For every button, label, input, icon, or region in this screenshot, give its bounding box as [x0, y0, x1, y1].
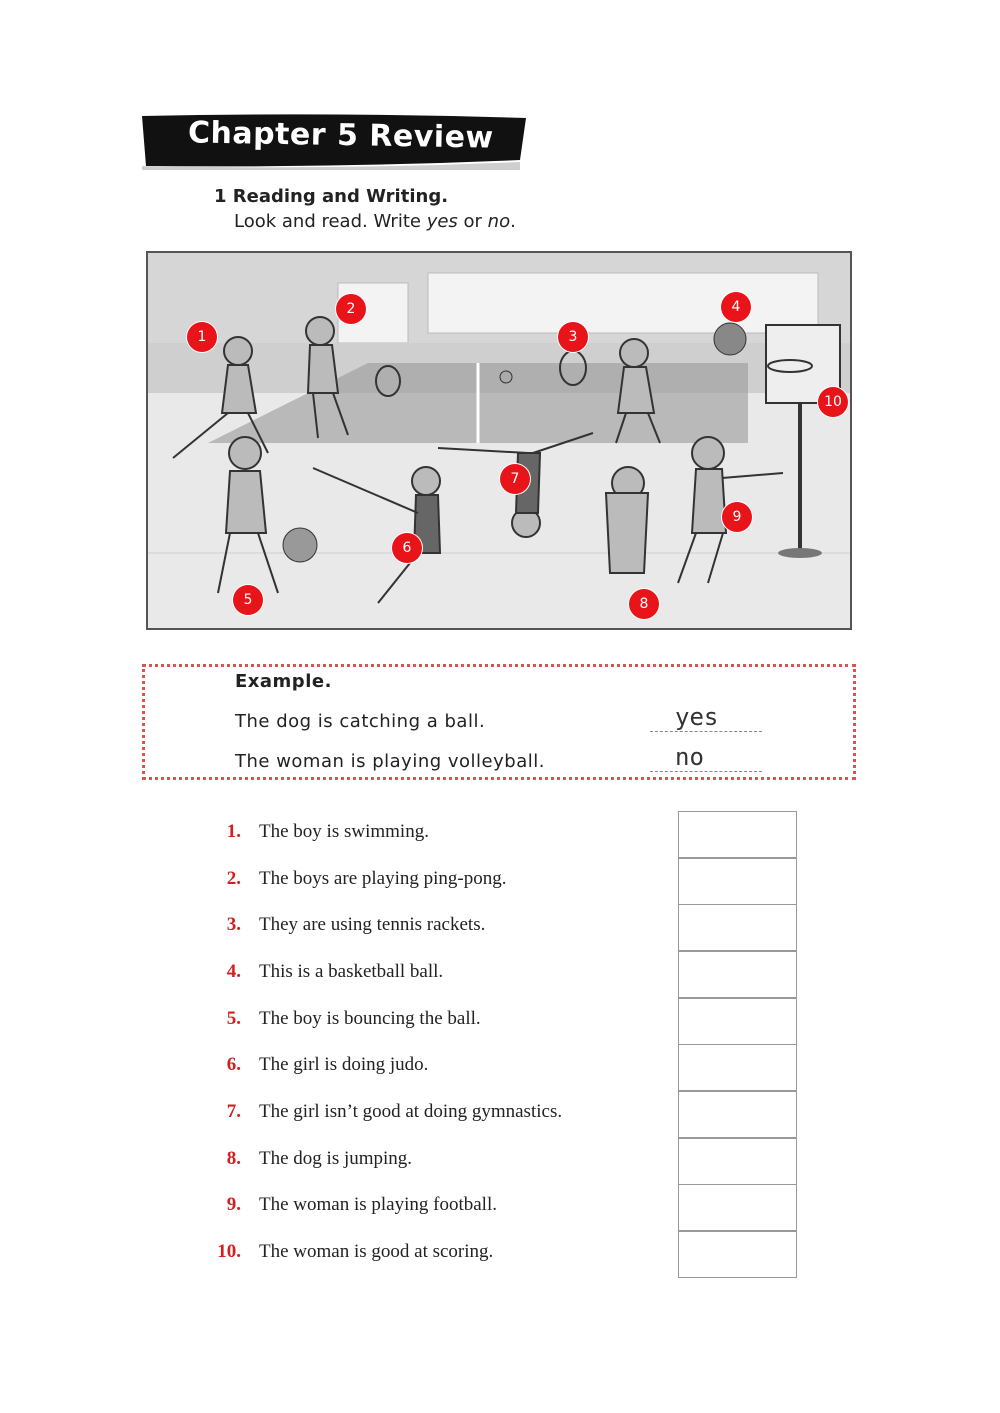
- marker-10: 10: [818, 387, 848, 417]
- question-row: [0, 1184, 1000, 1231]
- question-row: [0, 998, 1000, 1045]
- answer-box[interactable]: [678, 1184, 797, 1231]
- example-sentence-1: The dog is catching a ball.: [235, 711, 486, 732]
- example-answer-1: yes: [650, 703, 762, 732]
- question-row: [0, 811, 1000, 858]
- question-text: This is a basketball ball.: [259, 961, 444, 982]
- question-text: The boy is bouncing the ball.: [259, 1008, 481, 1029]
- question-row: [0, 1138, 1000, 1185]
- section-heading: 1 Reading and Writing.: [214, 186, 449, 207]
- question-text: The girl is doing judo.: [259, 1054, 429, 1075]
- instruction-prefix: Look and read. Write: [234, 211, 427, 232]
- instruction-no: no: [487, 211, 511, 232]
- instruction-suffix: .: [510, 211, 516, 232]
- question-row: [0, 1044, 1000, 1091]
- answer-box[interactable]: [678, 1138, 797, 1185]
- answer-box[interactable]: [678, 951, 797, 998]
- question-row: [0, 1231, 1000, 1278]
- answer-box[interactable]: [678, 811, 797, 858]
- question-number: 1.: [226, 821, 241, 842]
- example-box: [142, 664, 856, 780]
- sports-illustration: [146, 251, 852, 630]
- question-number: 4.: [226, 961, 241, 982]
- question-number: 9.: [226, 1194, 241, 1215]
- example-answer-2: no: [650, 743, 762, 772]
- question-number: 10.: [217, 1241, 241, 1262]
- marker-3: 3: [558, 322, 588, 352]
- chapter-title: Chapter 5 Review: [187, 115, 494, 156]
- question-number: 7.: [226, 1101, 241, 1122]
- marker-1: 1: [187, 322, 217, 352]
- marker-2: 2: [336, 294, 366, 324]
- question-number: 8.: [226, 1148, 241, 1169]
- question-text: The girl isn’t good at doing gymnastics.: [259, 1101, 563, 1122]
- question-text: They are using tennis rackets.: [259, 914, 486, 935]
- ball-icon: [283, 528, 317, 562]
- question-text: The woman is good at scoring.: [259, 1241, 494, 1262]
- marker-5: 5: [233, 585, 263, 615]
- example-label: Example.: [235, 671, 332, 692]
- question-text: The dog is jumping.: [259, 1148, 413, 1169]
- marker-4: 4: [721, 292, 751, 322]
- marker-8: 8: [629, 589, 659, 619]
- question-row: [0, 904, 1000, 951]
- chapter-banner: [142, 108, 527, 170]
- question-row: [0, 951, 1000, 998]
- question-text: The boy is swimming.: [259, 821, 429, 842]
- answer-box[interactable]: [678, 1044, 797, 1091]
- small-ball-icon: [500, 371, 512, 383]
- instruction-mid: or: [457, 211, 488, 232]
- example-sentence-2: The woman is playing volleyball.: [235, 751, 545, 772]
- answer-box[interactable]: [678, 1091, 797, 1138]
- section-instruction: [234, 211, 516, 232]
- question-number: 3.: [226, 914, 241, 935]
- question-number: 5.: [226, 1008, 241, 1029]
- marker-9: 9: [722, 502, 752, 532]
- instruction-yes: yes: [426, 211, 458, 232]
- answer-box[interactable]: [678, 858, 797, 905]
- basketball-icon: [714, 323, 746, 355]
- marker-7: 7: [500, 464, 530, 494]
- question-number: 2.: [226, 868, 241, 889]
- answer-box[interactable]: [678, 1231, 797, 1278]
- answer-box[interactable]: [678, 998, 797, 1045]
- question-row: [0, 858, 1000, 905]
- question-text: The boys are playing ping-pong.: [259, 868, 507, 889]
- question-row: [0, 1091, 1000, 1138]
- question-text: The woman is playing football.: [259, 1194, 497, 1215]
- question-number: 6.: [226, 1054, 241, 1075]
- marker-6: 6: [392, 533, 422, 563]
- answer-box[interactable]: [678, 904, 797, 951]
